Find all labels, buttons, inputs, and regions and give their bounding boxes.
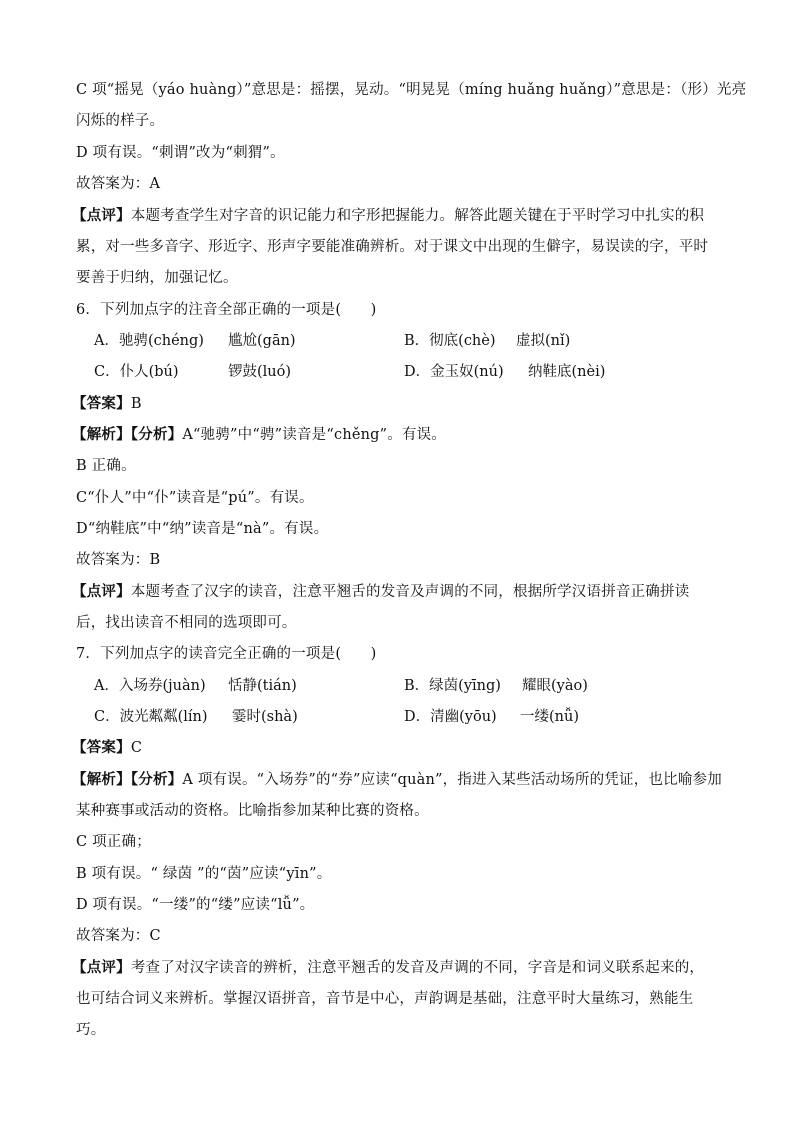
comment-line: 【点评】考查了对汉字读音的辨析，注意平翘舌的发音及声调的不同，字音是和词义联系起来的， xyxy=(72,959,705,976)
comment-tag: 【点评】 xyxy=(72,583,131,600)
analysis-line: B 正确。 xyxy=(76,458,136,474)
option-d-second: 纳鞋底(nèi) xyxy=(528,364,606,380)
option-d: D．金玉奴(nú) xyxy=(404,364,504,380)
comment-line: 也可结合词义来辨析。掌握汉语拼音，音节是中心，声韵调是基础，注意平时大量练习，熟能生 xyxy=(76,991,694,1007)
answer-tag: 【答案】 xyxy=(72,739,131,756)
comment-line: 累，对一些多音字、形近字、形声字要能准确辨析。对于课文中出现的生僻字，易误读的字，平时 xyxy=(76,239,709,255)
comment-line: 要善于归纳，加强记忆。 xyxy=(76,270,238,286)
option-d-second: 一缕(nǚ) xyxy=(520,709,579,725)
option-b: B．绿茵(yīng) xyxy=(404,678,501,694)
analysis-line: D 项有误。“一缕”的“缕”应读“lǚ”。 xyxy=(76,897,315,913)
analysis-tag: 【解析】【分析】 xyxy=(72,771,183,788)
option-c: C．仆人(bú) xyxy=(94,364,179,380)
option-a: A．入场券(juàn) xyxy=(94,678,206,694)
answer-value: B xyxy=(130,396,142,412)
analysis-line: C 项正确； xyxy=(76,834,151,850)
analysis-line: C“仆人”中“仆”读音是“pú”。有误。 xyxy=(76,490,314,506)
analysis-line: 【解析】【分析】A 项有误。“入场券”的“券”应读“quàn”，指进入某些活动场所的凭证，也比喻参加 xyxy=(72,771,722,788)
text-line: D 项有误。“刺谓”改为“刺猬”。 xyxy=(76,145,285,161)
option-b-second: 耀眼(yào) xyxy=(522,678,588,694)
question-stem: 7．下列加点字的读音完全正确的一项是( ) xyxy=(76,646,377,662)
option-a: A．驰骋(chéng) xyxy=(94,333,204,349)
text-line: 故答案为：A xyxy=(76,176,161,192)
question-stem: 6．下列加点字的注音全部正确的一项是( ) xyxy=(76,302,377,318)
option-d: D．清幽(yōu) xyxy=(404,709,497,725)
option-c: C．波光粼粼(lín) xyxy=(94,709,208,725)
comment-line: 【点评】本题考查学生对字音的识记能力和字形把握能力。解答此题关键在于平时学习中扎实的积 xyxy=(72,207,705,224)
answer-tag: 【答案】 xyxy=(72,395,131,412)
analysis-line: B 项有误。“ 绿茵 ”的“茵”应读“yīn”。 xyxy=(76,866,332,882)
comment-line: 巧。 xyxy=(76,1022,106,1038)
answer-line xyxy=(72,394,142,414)
option-a-second: 恬静(tián) xyxy=(228,678,297,694)
comment-line: 【点评】本题考查了汉字的读音，注意平翘舌的发音及声调的不同，根据所学汉语拼音正确拼读 xyxy=(72,583,690,600)
option-b-second: 虚拟(nǐ) xyxy=(516,333,571,349)
analysis-tag: 【解析】【分析】 xyxy=(72,426,183,443)
comment-tag: 【点评】 xyxy=(72,207,131,224)
comment-line: 后，找出读音不相同的选项即可。 xyxy=(76,615,297,631)
analysis-line: 故答案为：B xyxy=(76,552,161,568)
comment-tag: 【点评】 xyxy=(72,959,131,976)
analysis-line: 【解析】【分析】A“驰骋”中“骋”读音是“chěng”。有误。 xyxy=(72,426,447,443)
answer-value: C xyxy=(130,740,143,756)
text-line: C 项“摇晃（yáo huàng）”意思是：摇摆，晃动。“明晃晃（míng huǎng huǎng）”意思是：（形）光亮 xyxy=(76,82,747,98)
option-c-second: 锣鼓(luó) xyxy=(228,364,292,380)
analysis-line: 故答案为：C xyxy=(76,928,161,944)
analysis-line: D“纳鞋底”中“纳”读音是“nà”。有误。 xyxy=(76,521,329,537)
option-b: B．彻底(chè) xyxy=(404,333,496,349)
option-c-second: 霎时(shà) xyxy=(232,709,298,725)
text-line: 闪烁的样子。 xyxy=(76,113,165,129)
answer-line xyxy=(72,738,142,758)
option-a-second: 尴尬(gān) xyxy=(228,333,296,349)
analysis-line: 某种赛事或活动的资格。比喻指参加某种比赛的资格。 xyxy=(76,803,429,819)
